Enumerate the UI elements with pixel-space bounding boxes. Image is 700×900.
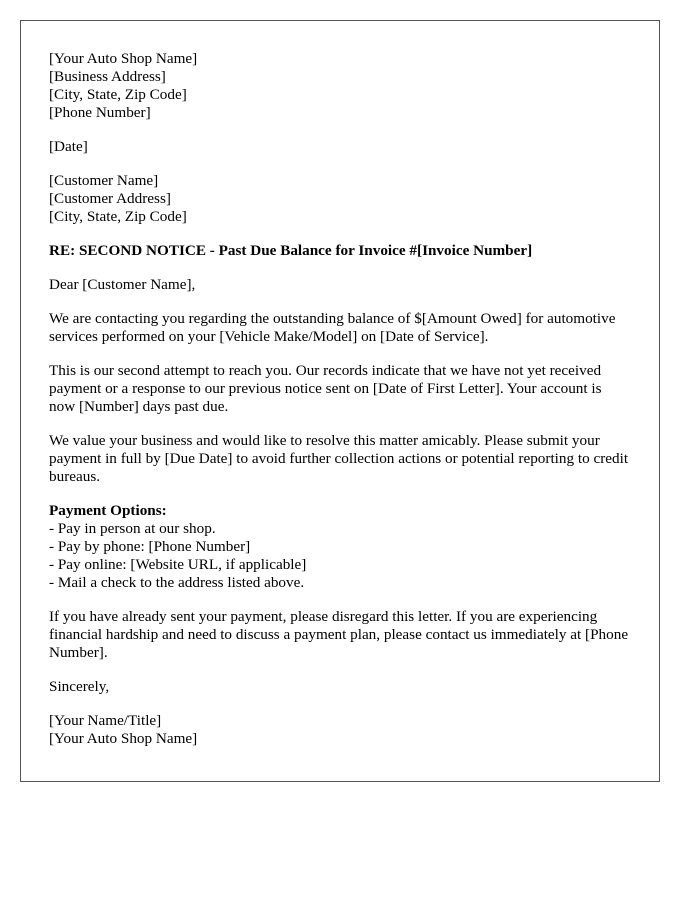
recipient-name: [Customer Name]	[49, 172, 159, 189]
sender-name: [Your Auto Shop Name]	[49, 50, 198, 67]
paragraph-resolve: We value your business and would like to resolve this matter amicably. Please submit your payment in full by [Due Date] to avoid further collection actions or potential reporting to credit bureaus.	[49, 432, 629, 485]
recipient-block	[49, 172, 631, 226]
payment-options-heading: Payment Options:	[49, 502, 167, 519]
payment-option-item: - Mail a check to the address listed above.	[49, 574, 305, 591]
letter-page	[20, 20, 660, 782]
payment-option-item: - Pay in person at our shop.	[49, 520, 216, 537]
letter-date: [Date]	[49, 138, 88, 155]
recipient-city-state-zip: [City, State, Zip Code]	[49, 208, 187, 225]
recipient-address: [Customer Address]	[49, 190, 171, 207]
sender-city-state-zip: [City, State, Zip Code]	[49, 86, 187, 103]
paragraph-balance: We are contacting you regarding the outstanding balance of $[Amount Owed] for automotive services performed on your [Vehicle Make/Model] on [Date of Service].	[49, 310, 616, 345]
closing: Sincerely,	[49, 678, 110, 695]
paragraph-disregard: If you have already sent your payment, please disregard this letter. If you are experiencing financial hardship and need to discuss a payment plan, please contact us immediately at [Phone Number].	[49, 608, 629, 661]
salutation: Dear [Customer Name],	[49, 276, 196, 293]
paragraph-second-attempt: This is our second attempt to reach you. Our records indicate that we have not yet received payment or a response to our previous notice sent on [Date of First Letter]. Your account is now [Number] days past due.	[49, 362, 602, 415]
sender-phone: [Phone Number]	[49, 104, 151, 121]
sender-address: [Business Address]	[49, 68, 166, 85]
signature-shop-name: [Your Auto Shop Name]	[49, 730, 198, 747]
sender-block	[49, 50, 631, 122]
subject-line: RE: SECOND NOTICE - Past Due Balance for Invoice #[Invoice Number]	[49, 242, 533, 259]
payment-options-block	[49, 502, 631, 592]
date-block	[49, 138, 631, 156]
signature-block	[49, 712, 631, 748]
payment-option-item: - Pay online: [Website URL, if applicable]	[49, 556, 307, 573]
payment-option-item: - Pay by phone: [Phone Number]	[49, 538, 251, 555]
signature-name-title: [Your Name/Title]	[49, 712, 162, 729]
